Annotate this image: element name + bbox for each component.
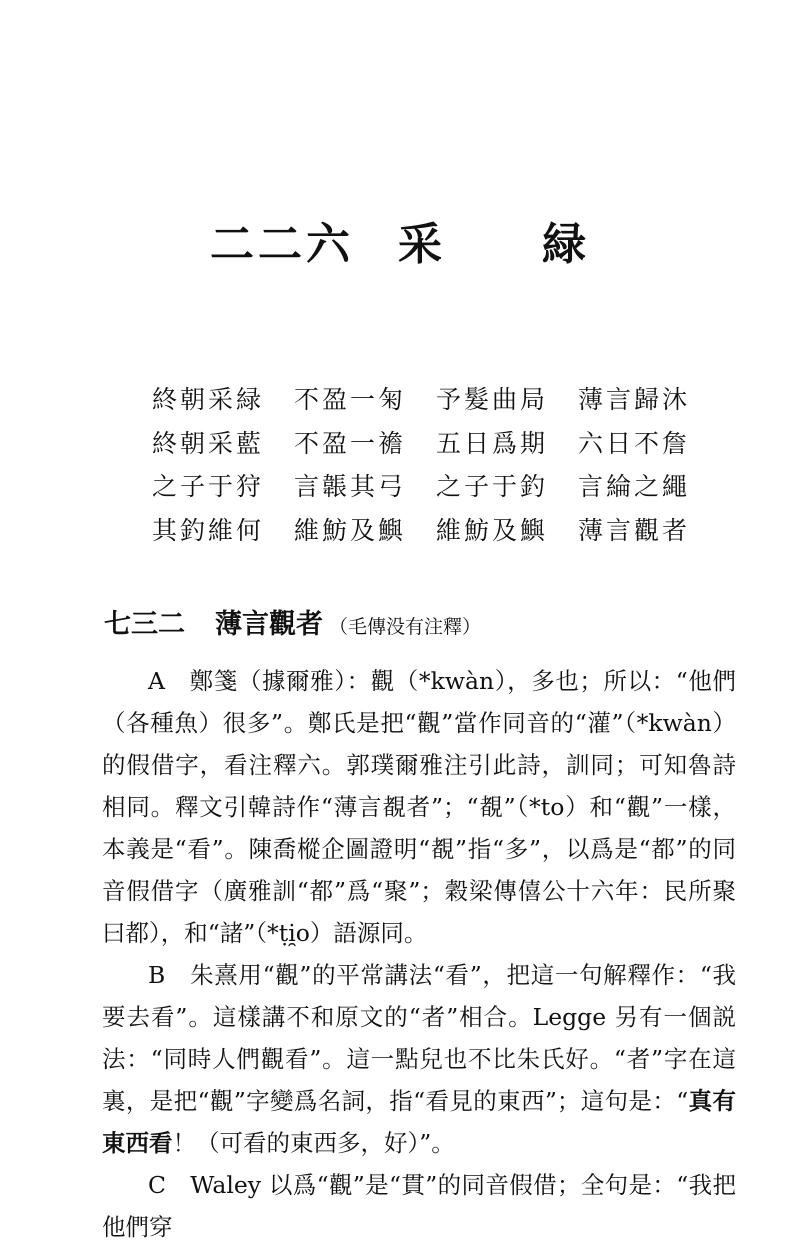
poem-line	[152, 378, 690, 422]
paragraph-b-tail: ！（可看的東西多，好）”。	[172, 1129, 455, 1157]
poem-phrase: 終朝采藍	[152, 428, 265, 458]
paragraph-b	[102, 954, 736, 1164]
poem-phrase: 予髮曲局	[436, 385, 549, 414]
poem-phrase: 維魴及鱮	[436, 515, 549, 545]
poem-phrase: 五日爲期	[436, 428, 549, 458]
poem-phrase: 言綸之繩	[578, 472, 691, 501]
poem-phrase: 不盈一匊	[294, 385, 407, 414]
commentary-body	[102, 660, 736, 1248]
poem-phrase: 維魴及鱮	[294, 515, 407, 545]
poem-line	[152, 422, 690, 466]
poem-line	[152, 465, 690, 509]
chapter-title-char-1: 采	[398, 219, 446, 270]
poem-phrase: 之子于釣	[436, 472, 549, 501]
chapter-number: 二二六	[210, 219, 354, 270]
poem-text	[152, 378, 690, 552]
poem-phrase: 言韔其弓	[294, 472, 407, 501]
section-heading	[104, 605, 481, 647]
paragraph-c: C Waley 以爲“觀”是“貫”的同音假借；全句是：“我把他們穿	[102, 1171, 736, 1241]
chapter-title	[0, 215, 800, 275]
poem-phrase: 終朝采緑	[152, 385, 265, 414]
poem-phrase: 薄言觀者	[578, 515, 691, 545]
section-title: 薄言觀者	[215, 609, 323, 640]
poem-phrase: 其釣維何	[152, 515, 265, 545]
poem-phrase: 六日不詹	[578, 428, 691, 458]
paragraph-b-emphasis: 真有東西看	[102, 1087, 737, 1157]
poem-phrase: 薄言歸沐	[578, 385, 691, 414]
chapter-title-char-2: 緑	[542, 219, 590, 270]
paragraph-b-text: B 朱熹用“觀”的平常講法“看”，把這一句解釋作：“我要去看”。這樣講不和原文的“者”相合。Legge 另有一個説法：“同時人們觀看”。這一點兒也不比朱氏好。“者”字在這裏，是把“觀”字變爲名詞，指“看見的東西”；這句是：“	[102, 961, 736, 1115]
paragraph-a: A 鄭箋（據爾雅）：觀（*kwàn），多也；所以：“他們（各種魚）很多”。鄭氏是把“觀”當作同音的“灌”（*kwàn）的假借字，看注釋六。郭璞爾雅注引此詩，訓同；可知魯詩相同。釋文引韓詩作“薄言覩者”；“覩”（*to）和“觀”一樣，本義是“看”。陳喬樅企圖證明“覩”指“多”，以爲是“都”的同音假借字（廣雅訓“都”爲“聚”；穀梁傳僖公十六年：民所聚曰都），和“諸”（*ṭi̯o）語源同。	[102, 667, 736, 947]
section-note: （毛傳没有注釋）	[329, 616, 482, 638]
poem-phrase: 之子于狩	[152, 472, 265, 501]
poem-phrase: 不盈一襜	[294, 428, 407, 458]
section-number: 七三二	[104, 609, 185, 640]
poem-line	[152, 509, 690, 553]
